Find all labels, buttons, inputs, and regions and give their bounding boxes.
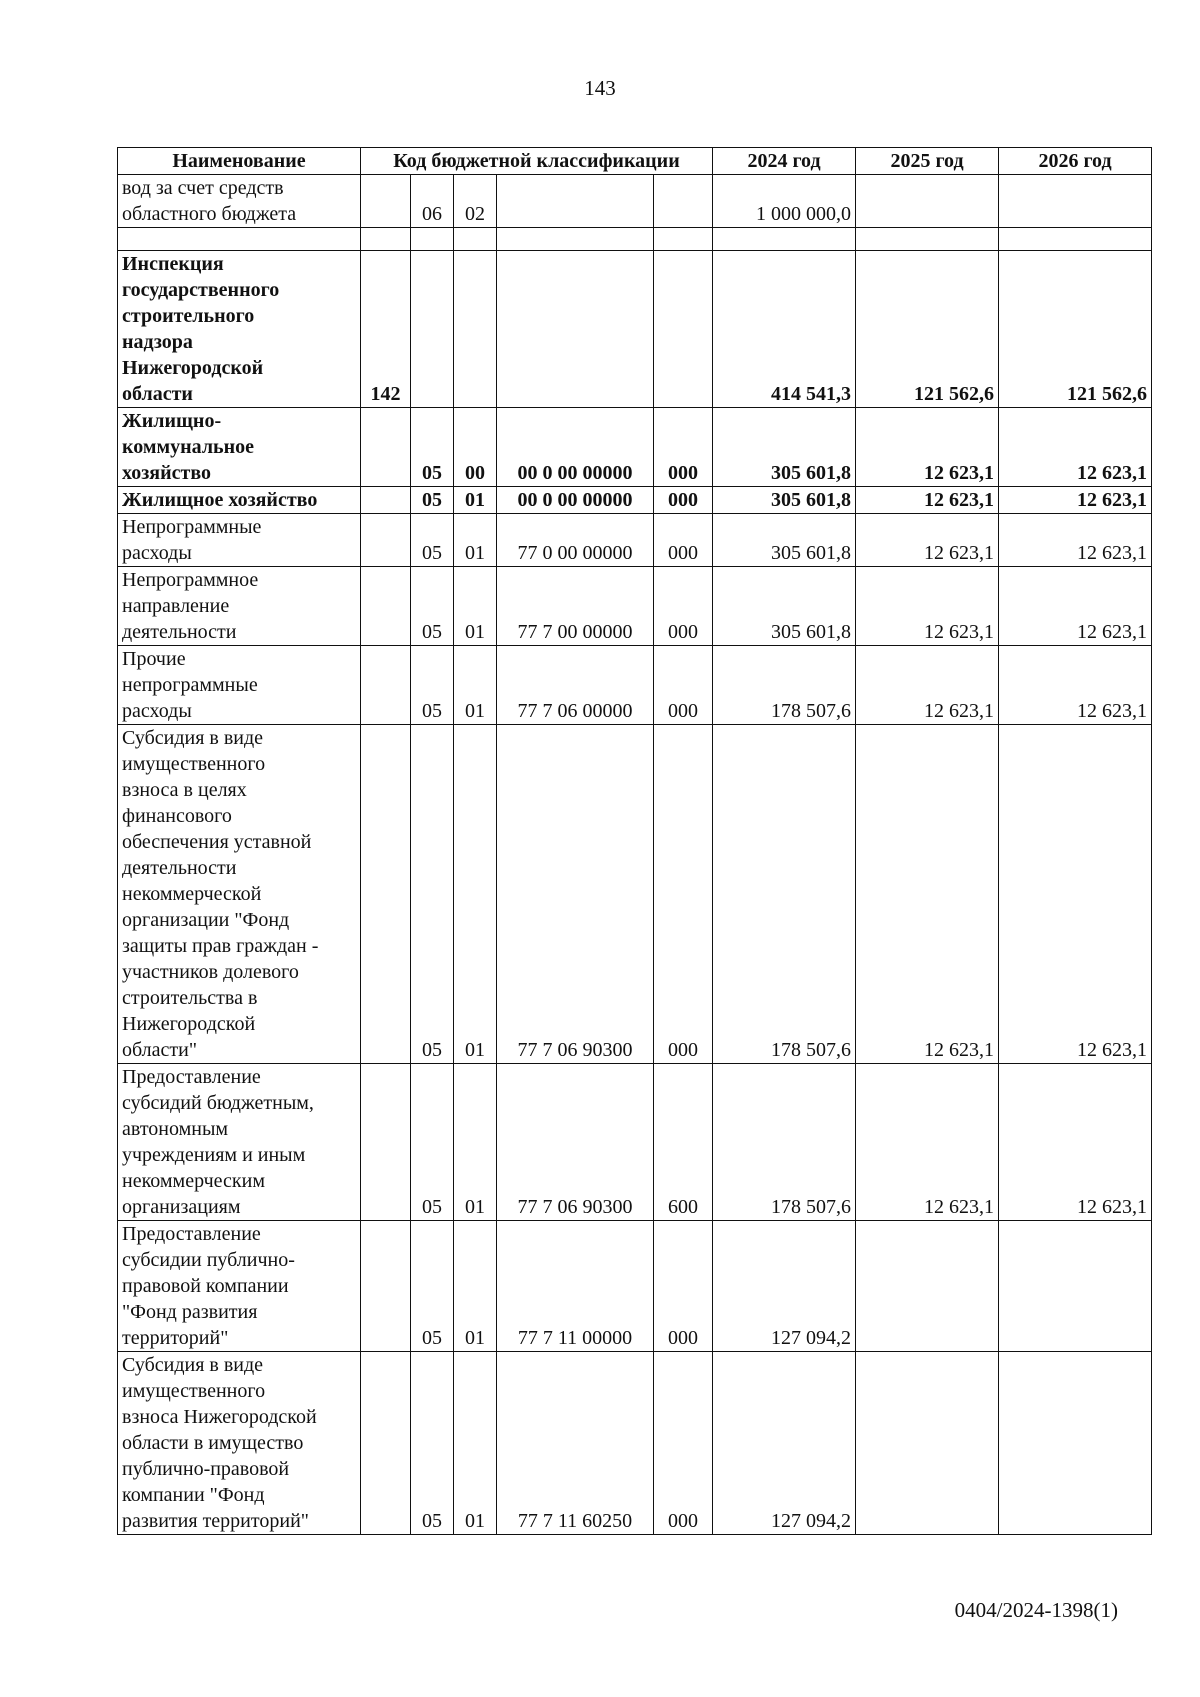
cell-expense-type-code: 000 xyxy=(654,487,713,514)
cell-amount-2026: 12 623,1 xyxy=(999,1064,1152,1221)
cell-amount-2026 xyxy=(999,175,1152,228)
cell-target-article-code xyxy=(497,228,654,251)
cell-amount-2025: 12 623,1 xyxy=(856,646,999,725)
cell-subsection-code: 01 xyxy=(454,1352,497,1535)
cell-section-code: 05 xyxy=(411,725,454,1064)
cell-subsection-code xyxy=(454,228,497,251)
cell-section-code: 05 xyxy=(411,487,454,514)
cell-gr-code xyxy=(361,1064,411,1221)
cell-amount-2025 xyxy=(856,1221,999,1352)
cell-expense-type-code: 000 xyxy=(654,514,713,567)
cell-target-article-code xyxy=(497,251,654,408)
cell-amount-2024 xyxy=(713,228,856,251)
cell-amount-2024: 305 601,8 xyxy=(713,514,856,567)
cell-gr-code xyxy=(361,1352,411,1535)
cell-name: Субсидия в виде имущественного взноса в целях финансового обеспечения уставной деятельности некоммерческой организации "Фонд защиты прав граждан - участников долевого строительства в Нижегородской области" xyxy=(118,725,361,1064)
cell-amount-2026: 12 623,1 xyxy=(999,646,1152,725)
cell-name: Субсидия в виде имущественного взноса Нижегородской области в имущество публично-правовой компании "Фонд развития территорий" xyxy=(118,1352,361,1535)
cell-name: Непрограммные расходы xyxy=(118,514,361,567)
table-row xyxy=(118,1221,1152,1352)
cell-section-code: 05 xyxy=(411,646,454,725)
cell-name: Предоставление субсидий бюджетным, автономным учреждениям и иным некоммерческим организациям xyxy=(118,1064,361,1221)
cell-amount-2025 xyxy=(856,228,999,251)
cell-subsection-code: 01 xyxy=(454,487,497,514)
table-body xyxy=(118,175,1152,1535)
cell-name: Непрограммное направление деятельности xyxy=(118,567,361,646)
cell-name: Жилищно- коммунальное хозяйство xyxy=(118,408,361,487)
cell-amount-2024: 305 601,8 xyxy=(713,567,856,646)
table-row xyxy=(118,725,1152,1064)
cell-target-article-code: 77 0 00 00000 xyxy=(497,514,654,567)
cell-section-code: 05 xyxy=(411,514,454,567)
table-row xyxy=(118,408,1152,487)
table-row xyxy=(118,514,1152,567)
cell-section-code: 05 xyxy=(411,567,454,646)
cell-subsection-code: 00 xyxy=(454,408,497,487)
cell-amount-2026: 12 623,1 xyxy=(999,514,1152,567)
cell-subsection-code: 01 xyxy=(454,1064,497,1221)
cell-amount-2025: 12 623,1 xyxy=(856,487,999,514)
cell-amount-2026: 12 623,1 xyxy=(999,567,1152,646)
cell-subsection-code: 02 xyxy=(454,175,497,228)
cell-amount-2024: 305 601,8 xyxy=(713,487,856,514)
cell-amount-2024: 178 507,6 xyxy=(713,1064,856,1221)
cell-amount-2026 xyxy=(999,1221,1152,1352)
cell-section-code xyxy=(411,228,454,251)
cell-target-article-code: 77 7 06 90300 xyxy=(497,725,654,1064)
cell-name xyxy=(118,228,361,251)
cell-target-article-code: 77 7 11 60250 xyxy=(497,1352,654,1535)
cell-target-article-code xyxy=(497,175,654,228)
cell-amount-2026: 12 623,1 xyxy=(999,408,1152,487)
cell-gr-code xyxy=(361,725,411,1064)
table-row xyxy=(118,487,1152,514)
cell-expense-type-code xyxy=(654,228,713,251)
cell-amount-2025: 12 623,1 xyxy=(856,567,999,646)
table-row xyxy=(118,228,1152,251)
cell-name: Инспекция государственного строительного надзора Нижегородской области xyxy=(118,251,361,408)
cell-expense-type-code: 000 xyxy=(654,567,713,646)
page-number: 143 xyxy=(584,76,616,100)
cell-section-code: 05 xyxy=(411,1064,454,1221)
cell-expense-type-code: 000 xyxy=(654,646,713,725)
cell-target-article-code: 00 0 00 00000 xyxy=(497,487,654,514)
table-row xyxy=(118,567,1152,646)
header-name: Наименование xyxy=(118,148,361,175)
cell-section-code xyxy=(411,251,454,408)
document-code: 0404/2024-1398(1) xyxy=(954,1598,1118,1622)
cell-amount-2024: 178 507,6 xyxy=(713,725,856,1064)
cell-amount-2024: 178 507,6 xyxy=(713,646,856,725)
cell-amount-2025: 12 623,1 xyxy=(856,725,999,1064)
cell-gr-code xyxy=(361,408,411,487)
cell-amount-2026: 12 623,1 xyxy=(999,487,1152,514)
cell-amount-2026: 12 623,1 xyxy=(999,725,1152,1064)
header-2026: 2026 год xyxy=(999,148,1152,175)
cell-amount-2024: 127 094,2 xyxy=(713,1352,856,1535)
header-2024: 2024 год xyxy=(713,148,856,175)
cell-section-code: 05 xyxy=(411,408,454,487)
cell-gr-code xyxy=(361,1221,411,1352)
cell-name: Жилищное хозяйство xyxy=(118,487,361,514)
cell-target-article-code: 00 0 00 00000 xyxy=(497,408,654,487)
cell-amount-2026 xyxy=(999,228,1152,251)
cell-amount-2025: 12 623,1 xyxy=(856,514,999,567)
cell-amount-2024: 1 000 000,0 xyxy=(713,175,856,228)
cell-expense-type-code: 000 xyxy=(654,1221,713,1352)
cell-target-article-code: 77 7 06 90300 xyxy=(497,1064,654,1221)
table-row xyxy=(118,646,1152,725)
cell-gr-code: 142 xyxy=(361,251,411,408)
cell-amount-2025 xyxy=(856,175,999,228)
cell-amount-2025 xyxy=(856,1352,999,1535)
cell-expense-type-code: 000 xyxy=(654,408,713,487)
cell-amount-2024: 127 094,2 xyxy=(713,1221,856,1352)
cell-expense-type-code: 000 xyxy=(654,725,713,1064)
cell-subsection-code xyxy=(454,251,497,408)
cell-target-article-code: 77 7 06 00000 xyxy=(497,646,654,725)
cell-section-code: 06 xyxy=(411,175,454,228)
cell-section-code: 05 xyxy=(411,1352,454,1535)
cell-gr-code xyxy=(361,487,411,514)
cell-name: вод за счет средств областного бюджета xyxy=(118,175,361,228)
cell-gr-code xyxy=(361,567,411,646)
cell-amount-2025: 121 562,6 xyxy=(856,251,999,408)
cell-expense-type-code: 600 xyxy=(654,1064,713,1221)
cell-name: Прочие непрограммные расходы xyxy=(118,646,361,725)
cell-amount-2025: 12 623,1 xyxy=(856,1064,999,1221)
table-row xyxy=(118,1352,1152,1535)
cell-subsection-code: 01 xyxy=(454,567,497,646)
cell-gr-code xyxy=(361,646,411,725)
cell-gr-code xyxy=(361,175,411,228)
cell-target-article-code: 77 7 11 00000 xyxy=(497,1221,654,1352)
cell-amount-2026: 121 562,6 xyxy=(999,251,1152,408)
header-2025: 2025 год xyxy=(856,148,999,175)
cell-subsection-code: 01 xyxy=(454,514,497,567)
budget-table xyxy=(117,147,1152,1535)
cell-expense-type-code xyxy=(654,251,713,408)
table-row xyxy=(118,175,1152,228)
header-code: Код бюджетной классификации xyxy=(361,148,713,175)
cell-expense-type-code: 000 xyxy=(654,1352,713,1535)
cell-subsection-code: 01 xyxy=(454,1221,497,1352)
cell-amount-2024: 305 601,8 xyxy=(713,408,856,487)
table-row xyxy=(118,251,1152,408)
cell-expense-type-code xyxy=(654,175,713,228)
cell-target-article-code: 77 7 00 00000 xyxy=(497,567,654,646)
cell-gr-code xyxy=(361,228,411,251)
cell-name: Предоставление субсидии публично- правовой компании "Фонд развития территорий" xyxy=(118,1221,361,1352)
table-row xyxy=(118,1064,1152,1221)
cell-subsection-code: 01 xyxy=(454,725,497,1064)
cell-section-code: 05 xyxy=(411,1221,454,1352)
table-header-row xyxy=(118,148,1152,175)
cell-gr-code xyxy=(361,514,411,567)
cell-amount-2026 xyxy=(999,1352,1152,1535)
cell-subsection-code: 01 xyxy=(454,646,497,725)
cell-amount-2024: 414 541,3 xyxy=(713,251,856,408)
cell-amount-2025: 12 623,1 xyxy=(856,408,999,487)
